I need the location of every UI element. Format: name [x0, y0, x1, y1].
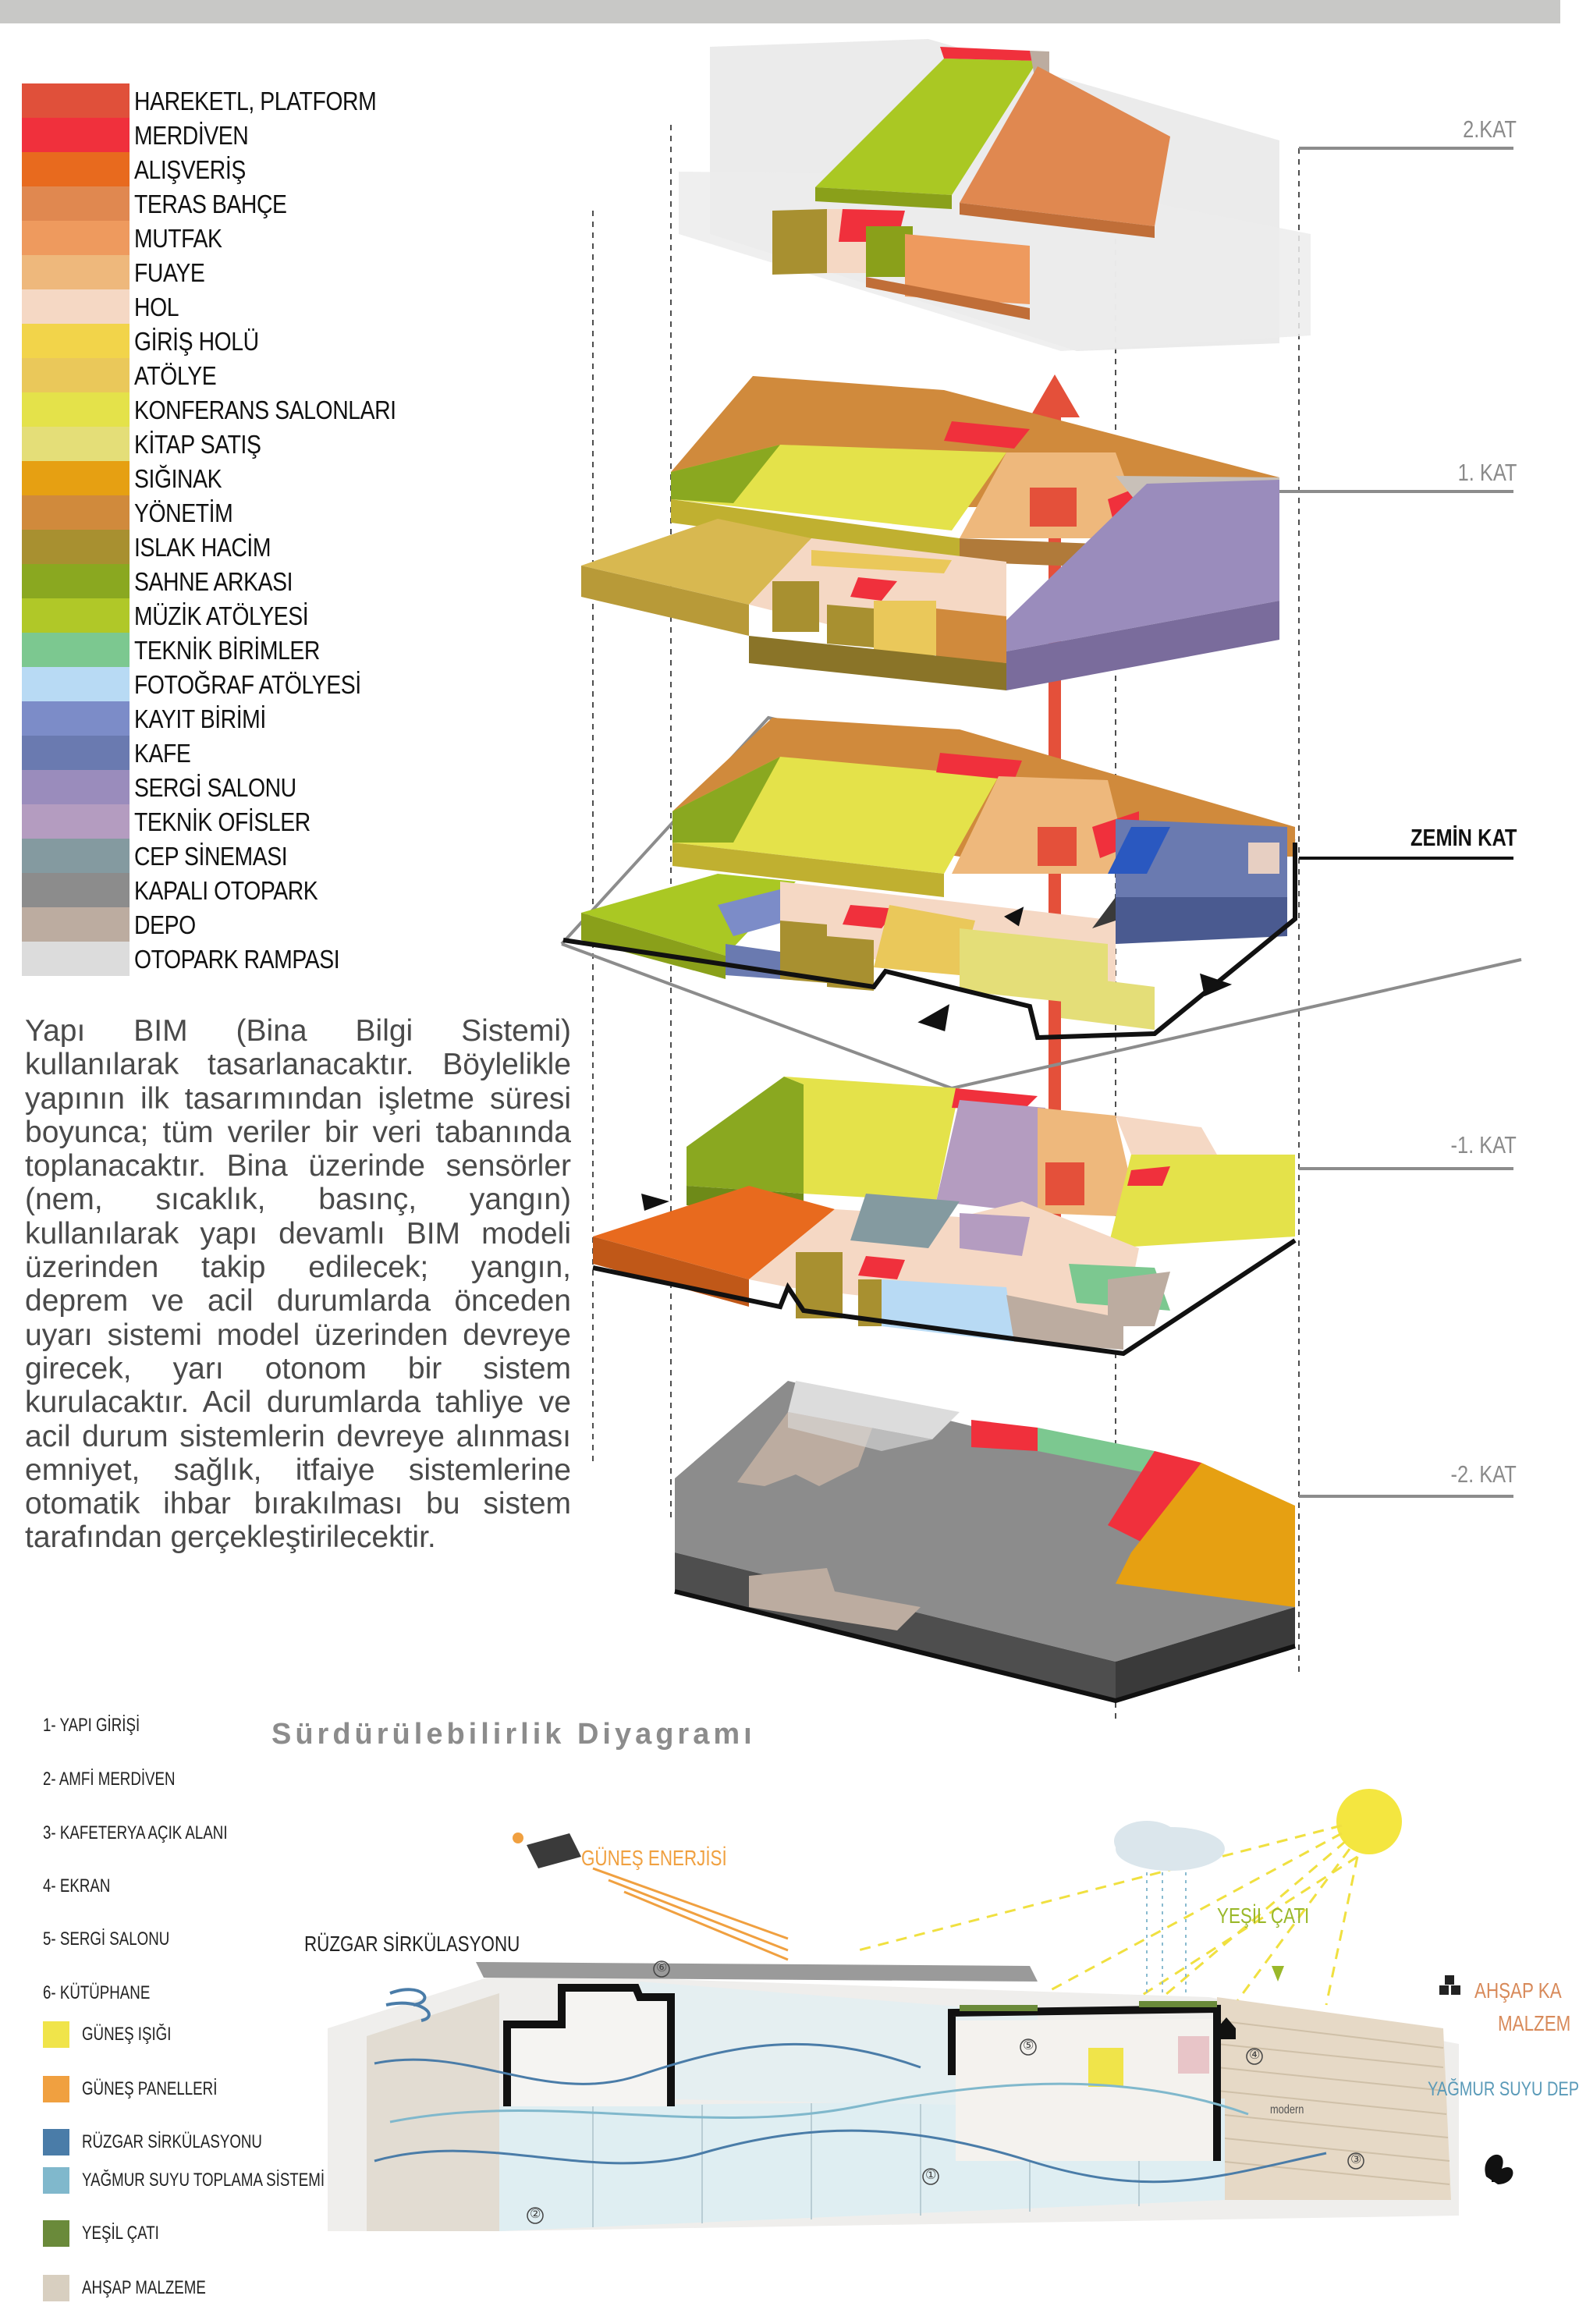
- solar-panel-icon: [527, 1833, 581, 1868]
- floor-1-block: [581, 374, 1279, 690]
- legend-label: KİTAP SATIŞ: [134, 430, 261, 459]
- legend-label: TEKNİK BİRİMLER: [134, 636, 320, 665]
- section-number: ④: [1249, 2049, 1261, 2062]
- sustain-label: GÜNEŞ PANELLERİ: [82, 2078, 218, 2099]
- sustain-label: GÜNEŞ IŞIĞI: [82, 2024, 172, 2045]
- legend-label: TEKNİK OFİSLER: [134, 807, 310, 836]
- wood-icon: [1439, 1975, 1460, 1995]
- sustain-swatch: [43, 2021, 69, 2048]
- legend-label: GİRİŞ HOLÜ: [134, 327, 259, 356]
- legend-label: CEP SİNEMASI: [134, 842, 288, 871]
- legend-label: KAPALI OTOPARK: [134, 876, 318, 905]
- section-number: ②: [530, 2208, 541, 2221]
- wood-label-line2: MALZEM: [1498, 2011, 1571, 2035]
- legend-label: MÜZİK ATÖLYESİ: [134, 601, 309, 630]
- legend-label: HAREKETL, PLATFORM: [134, 87, 377, 115]
- legend-label: SIĞINAK: [134, 464, 222, 493]
- wind-circulation-label: RÜZGAR SİRKÜLASYONU: [304, 1932, 520, 1956]
- legend-label: FUAYE: [134, 258, 205, 287]
- floor-label-minus2: -2. KAT: [1450, 1460, 1517, 1488]
- numbered-item: 6- KÜTÜPHANE: [43, 1982, 151, 2003]
- section-number: ⑥: [656, 1961, 668, 1975]
- numbered-item: 4- EKRAN: [43, 1875, 111, 1896]
- legend-label: DEPO: [134, 910, 196, 939]
- sustain-swatch: [43, 2129, 69, 2155]
- basement-2-block: [675, 1381, 1295, 1701]
- sustain-label: RÜZGAR SİRKÜLASYONU: [82, 2131, 262, 2152]
- sustain-swatch: [43, 2167, 69, 2194]
- sustain-label: YAĞMUR SUYU TOPLAMA SİSTEMİ: [82, 2170, 325, 2191]
- green-roof-icon: [1272, 1966, 1284, 1982]
- floor-leader-lines: [1279, 148, 1513, 1496]
- floor-label-zemin: ZEMİN KAT: [1410, 824, 1517, 851]
- legend-label: ALIŞVERİŞ: [134, 155, 246, 184]
- legend-label: ISLAK HACİM: [134, 533, 271, 562]
- sustain-label: YEŞİL ÇATI: [82, 2223, 159, 2244]
- numbered-item: 3- KAFETERYA AÇIK ALANI: [43, 1822, 228, 1843]
- legend-label: FOTOĞRAF ATÖLYESİ: [134, 670, 361, 699]
- wood-label-line1: AHŞAP KA: [1474, 1978, 1562, 2003]
- bim-description: Yapı BIM (Bina Bilgi Sistemi) kullanılarak tasarlanacaktır. Böylelikle yapının ilk tasarımından işletme süresi boyunca; tüm veriler bir veri tabanında toplanacaktır. Bina üzerinde sensörler (nem, sıcaklık, basınç, yangın) kullanılarak yapı devamlı BIM modeli üzerinden takip edilecek; yangın, deprem ve acil durumlarda önceden uyarı sistemi model üzerinden devreye girecek, yarı otonom bir sistem kurulacaktır. Acil durumlarda tahliye ve acil durum sistemlerin devreye alınması emniyet, sağlık, itfaiye sistemlerine otomatik ihbar bırakılması bu sistem tarafından gerçekleştirilecektir.: [25, 1014, 571, 1555]
- green-roof-label: YEŞİL ÇATI: [1217, 1904, 1310, 1928]
- rainwater-label: YAĞMUR SUYU DEP: [1428, 2078, 1579, 2100]
- legend-label: HOL: [134, 293, 179, 321]
- solar-energy-label: GÜNEŞ ENERJİSİ: [581, 1846, 727, 1870]
- sustain-swatch: [43, 2076, 69, 2102]
- legend-label: YÖNETİM: [134, 499, 233, 527]
- legend-label: MUTFAK: [134, 224, 222, 253]
- sustain-label: AHŞAP MALZEME: [82, 2277, 206, 2298]
- sustain-swatch: [43, 2275, 69, 2301]
- sustainability-title: Sürdürülebilirlik Diyagramı: [271, 1718, 756, 1751]
- section-number: ⑤: [1023, 2039, 1034, 2053]
- sustain-swatch: [43, 2220, 69, 2247]
- legend-label: ATÖLYE: [134, 361, 217, 390]
- section-number: ③: [1350, 2153, 1362, 2166]
- numbered-item: 5- SERGİ SALONU: [43, 1928, 170, 1950]
- floor-label-2: 2.KAT: [1463, 115, 1517, 143]
- legend-label: TERAS BAHÇE: [134, 190, 287, 218]
- legend-label: SAHNE ARKASI: [134, 567, 293, 596]
- numbered-item: 2- AMFİ MERDİVEN: [43, 1769, 176, 1790]
- section-number: ①: [925, 2169, 937, 2182]
- legend-label: MERDİVEN: [134, 121, 249, 150]
- tree-icon: [1485, 2155, 1513, 2184]
- legend-label: KAFE: [134, 739, 191, 768]
- floor-label-1: 1. KAT: [1457, 459, 1517, 486]
- floor-2-block: [679, 39, 1311, 351]
- sun-icon: [1336, 1789, 1402, 1854]
- floor-label-minus1: -1. KAT: [1450, 1131, 1517, 1158]
- sustainability-section-drawing: [328, 1789, 1513, 2231]
- basement-1-block: [593, 1077, 1295, 1354]
- numbered-item: 1- YAPI GİRİŞİ: [43, 1715, 140, 1736]
- legend-label: KAYIT BİRİMİ: [134, 704, 266, 733]
- legend-label: OTOPARK RAMPASI: [134, 945, 340, 974]
- facade-signage: modern: [1270, 2103, 1304, 2116]
- legend-label: KONFERANS SALONLARI: [134, 396, 396, 424]
- legend-label: SERGİ SALONU: [134, 773, 296, 802]
